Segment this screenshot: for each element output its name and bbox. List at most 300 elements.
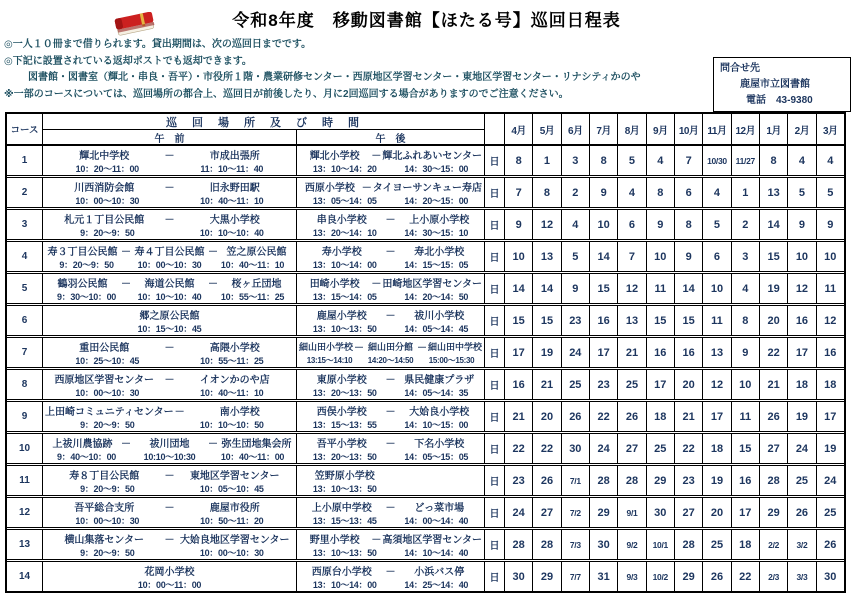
schedule-date: 9 xyxy=(562,274,590,303)
schedule-date: 10 xyxy=(732,370,760,399)
stop-time: 13：10～14：20 xyxy=(312,164,377,174)
route-times xyxy=(299,322,482,335)
stop-time: 14：05～14：35 xyxy=(404,388,469,398)
schedule-date: 18 xyxy=(703,434,731,463)
course-number: 8 xyxy=(7,370,43,399)
route-stops xyxy=(45,467,294,482)
schedule-date: 24 xyxy=(562,338,590,367)
schedule-date: 14 xyxy=(505,274,533,303)
course-number: 10 xyxy=(7,434,43,463)
pm-route-cell xyxy=(297,370,485,399)
am-header: 午 前 xyxy=(43,130,297,144)
pm-route-cell xyxy=(297,466,485,495)
stop-time: 14：30～15：00 xyxy=(404,164,469,174)
schedule-date: 19 xyxy=(824,442,837,455)
schedule-date: 12 xyxy=(824,314,837,327)
stop-name: 西原台小学校 xyxy=(311,567,372,578)
stop-time: 10：10～10：40 xyxy=(137,292,202,302)
stop-time: 13：20～13：50 xyxy=(312,452,377,462)
schedule-date: 30 xyxy=(824,570,837,583)
pm-route-cell xyxy=(297,242,485,271)
schedule-date: 15 xyxy=(590,274,618,303)
stop-time: 9：20～9：50 xyxy=(59,260,114,270)
schedule-date: 8 xyxy=(533,178,561,207)
schedule-date: 21 xyxy=(760,370,788,399)
course-row xyxy=(7,274,844,306)
day-label: 日 xyxy=(485,338,505,367)
schedule-date: 25 xyxy=(703,530,731,559)
stop-time: 13：20～14：10 xyxy=(312,228,377,238)
schedule-date: 5 xyxy=(562,242,590,271)
stop-time: 10：50～11：20 xyxy=(200,516,264,526)
schedule-date: 17 xyxy=(703,402,731,431)
course-row xyxy=(7,402,844,434)
stop-time: 10：05～10：45 xyxy=(199,484,264,494)
month-header: 11月 xyxy=(703,114,731,144)
schedule-date: 9 xyxy=(732,338,760,367)
stop-time: 9：20～9：50 xyxy=(80,420,135,430)
schedule-date: 10 xyxy=(590,210,618,239)
stop-name: 祓川小学校 xyxy=(414,311,465,322)
schedule-date: 14 xyxy=(590,242,618,271)
schedule-date: 5 xyxy=(703,210,731,239)
schedule-date: 26 xyxy=(788,498,816,527)
schedule-date: 20 xyxy=(675,370,703,399)
route-times xyxy=(45,482,294,495)
route-times xyxy=(299,418,482,431)
day-label: 日 xyxy=(485,274,505,303)
schedule-date: 28 xyxy=(590,466,618,495)
route-stops xyxy=(45,531,294,546)
schedule-date: 3 xyxy=(562,146,590,175)
route-times xyxy=(299,546,482,559)
pm-route-cell xyxy=(297,306,485,335)
stop-time: 10：00～10：30 xyxy=(199,548,264,558)
route-times xyxy=(45,290,294,303)
schedule-date: 18 xyxy=(824,378,837,391)
schedule-date: 15 xyxy=(533,306,561,335)
stop-name: 小浜バス停 xyxy=(414,567,465,578)
route-dash: － xyxy=(371,279,382,290)
schedule-date: 9 xyxy=(788,210,816,239)
route-dash: － xyxy=(385,503,396,514)
schedule-date: 25 xyxy=(788,466,816,495)
stop-time: 14：10～15：00 xyxy=(404,420,469,430)
schedule-date: 24 xyxy=(590,434,618,463)
stop-name: 弥生団地集会所 xyxy=(221,439,292,450)
stop-time: 9：20～9：50 xyxy=(80,228,135,238)
schedule-date: 19 xyxy=(703,466,731,495)
stop-name: 上小原小学校 xyxy=(409,215,470,226)
route-stops xyxy=(45,307,294,322)
route-dash: － xyxy=(361,183,372,194)
schedule-date: 7/2 xyxy=(562,498,590,527)
stop-name: 県民健康プラザ xyxy=(404,375,475,386)
schedule-date: 2/2 xyxy=(760,530,788,559)
stop-name: 細山田小学校 xyxy=(299,342,354,353)
contact-library-name: 鹿屋市立図書館 xyxy=(740,79,810,90)
stop-time: 13：15～14：05 xyxy=(312,292,377,302)
schedule-date: 16 xyxy=(505,370,533,399)
stop-name: 高隈小学校 xyxy=(209,343,260,354)
stop-name: 輝北ふれあいセンター xyxy=(382,151,482,162)
route-dash: － xyxy=(164,535,175,546)
stop-name: 南小学校 xyxy=(219,407,260,418)
stop-name: 桜ヶ丘団地 xyxy=(231,279,282,290)
stop-time: 13：10～14：00 xyxy=(312,260,377,270)
route-times xyxy=(299,578,482,591)
schedule-date: 3/2 xyxy=(788,530,816,559)
schedule-date: 4 xyxy=(732,274,760,303)
stop-name: 札元１丁目公民館 xyxy=(64,215,145,226)
route-dash: － xyxy=(371,535,382,546)
course-number: 2 xyxy=(7,178,43,207)
stop-time: 14：20～14：50 xyxy=(404,292,469,302)
schedule-date: 20 xyxy=(533,402,561,431)
route-stops xyxy=(299,275,482,290)
stop-time: 10：00～10：30 xyxy=(75,388,140,398)
schedule-date: 7/1 xyxy=(562,466,590,495)
route-dash: － xyxy=(164,503,175,514)
schedule-date: 28 xyxy=(760,466,788,495)
stop-name: イオンかのや店 xyxy=(199,375,270,386)
schedule-date: 25 xyxy=(647,434,675,463)
day-label: 日 xyxy=(485,562,505,591)
am-route-cell xyxy=(43,338,297,367)
stop-name: 田崎小学校 xyxy=(309,279,360,290)
route-times xyxy=(45,322,294,335)
schedule-date: 21 xyxy=(618,338,646,367)
stop-time: 10：40～11：10 xyxy=(200,388,264,398)
schedule-date: 29 xyxy=(760,498,788,527)
course-number: 5 xyxy=(7,274,43,303)
stop-name: どっ菜市場 xyxy=(414,503,465,514)
day-label: 日 xyxy=(485,434,505,463)
course-number: 13 xyxy=(7,530,43,559)
stop-time: 10：40～11：10 xyxy=(220,260,285,270)
route-times xyxy=(45,386,294,399)
route-times xyxy=(45,354,294,367)
stop-time: 10：25～10：45 xyxy=(75,356,140,366)
route-stops xyxy=(299,211,482,226)
stop-time: 15:00～15:30 xyxy=(428,355,475,365)
schedule-date: 14 xyxy=(533,274,561,303)
route-times xyxy=(45,450,294,463)
route-stops xyxy=(45,275,294,290)
route-dash: － xyxy=(164,375,175,386)
course-number: 1 xyxy=(7,146,43,175)
schedule-date: 30 xyxy=(505,562,533,591)
am-route-cell xyxy=(43,242,297,271)
schedule-date: 26 xyxy=(562,402,590,431)
schedule-date: 18 xyxy=(732,530,760,559)
schedule-date: 23 xyxy=(675,466,703,495)
stop-time: 10：40～11：10 xyxy=(200,196,264,206)
route-stops xyxy=(299,467,482,482)
stop-name: 旧永野田駅 xyxy=(209,183,260,194)
schedule-date: 10 xyxy=(788,242,816,271)
pm-route-cell xyxy=(297,434,485,463)
course-number: 14 xyxy=(7,562,43,591)
route-dash: － xyxy=(164,215,175,226)
stop-name: 吾平小学校 xyxy=(316,439,367,450)
note-return-post: ◎下記に設置されている返却ポストでも返却できます。 xyxy=(4,55,252,67)
pm-route-cell xyxy=(297,338,485,367)
stop-time: 13：15～13：55 xyxy=(312,420,377,430)
pm-route-cell xyxy=(297,146,485,175)
schedule-date: 10/1 xyxy=(647,530,675,559)
stop-time: 9：30～10：00 xyxy=(56,292,117,302)
schedule-date: 27 xyxy=(533,498,561,527)
stop-name: 鹿屋市役所 xyxy=(209,503,260,514)
schedule-date: 5 xyxy=(788,178,816,207)
stop-name: 祓川団地 xyxy=(149,439,190,450)
schedule-date: 26 xyxy=(760,402,788,431)
schedule-date: 24 xyxy=(824,474,837,487)
course-row xyxy=(7,306,844,338)
stop-name: 輝北中学校 xyxy=(79,151,130,162)
route-times xyxy=(45,578,294,591)
stop-name: 吾平総合支所 xyxy=(74,503,135,514)
schedule-date: 7 xyxy=(618,242,646,271)
route-times xyxy=(45,258,294,271)
schedule-date: 26 xyxy=(824,538,837,551)
day-label: 日 xyxy=(485,178,505,207)
schedule-date: 29 xyxy=(590,498,618,527)
stop-time: 10：10～10：40 xyxy=(199,228,264,238)
schedule-date: 19 xyxy=(760,274,788,303)
schedule-date: 4 xyxy=(618,178,646,207)
route-dash: － xyxy=(164,471,175,482)
note-borrow-limit: ◎一人１０冊まで借りられます。貸出期間は、次の巡回日までです。 xyxy=(4,39,312,50)
schedule-date: 10 xyxy=(505,242,533,271)
stop-time: 14：00～14：40 xyxy=(404,516,469,526)
stop-name: 下名小学校 xyxy=(414,439,465,450)
stop-name: 寿８丁目公民館 xyxy=(69,471,140,482)
month-header: 1月 xyxy=(760,114,788,144)
stop-name: 細山田分館 xyxy=(367,342,413,353)
route-times xyxy=(45,226,294,239)
schedule-date: 22 xyxy=(505,434,533,463)
stop-time: 14：10～14：40 xyxy=(404,548,469,558)
schedule-date: 18 xyxy=(647,402,675,431)
stop-name: 花岡小学校 xyxy=(144,567,195,578)
schedule-date: 27 xyxy=(675,498,703,527)
schedule-date: 7 xyxy=(675,146,703,175)
stop-name: 田崎地区学習センター xyxy=(382,279,482,290)
schedule-date: 25 xyxy=(562,370,590,399)
schedule-date: 12 xyxy=(703,370,731,399)
stop-name: 市成出張所 xyxy=(209,151,260,162)
stop-time: 10：00～11：00 xyxy=(137,580,202,590)
course-number: 3 xyxy=(7,210,43,239)
stop-name: 西俣小学校 xyxy=(316,407,367,418)
schedule-date: 19 xyxy=(533,338,561,367)
stop-time: 13：05～14：05 xyxy=(312,196,377,206)
day-column-header xyxy=(485,114,505,144)
route-times xyxy=(45,546,294,559)
schedule-date: 30 xyxy=(590,530,618,559)
stop-name: 横山集落センター xyxy=(64,535,145,546)
course-row xyxy=(7,146,844,178)
day-label: 日 xyxy=(485,146,505,175)
course-number: 4 xyxy=(7,242,43,271)
route-times xyxy=(45,162,294,175)
schedule-date: 12 xyxy=(788,274,816,303)
route-times xyxy=(299,290,482,303)
schedule-table xyxy=(5,112,846,593)
schedule-date: 30 xyxy=(562,434,590,463)
schedule-date: 10 xyxy=(703,274,731,303)
stop-name: 鶴羽公民館 xyxy=(57,279,108,290)
schedule-date: 16 xyxy=(675,338,703,367)
schedule-date: 22 xyxy=(675,434,703,463)
places-header-title: 巡 回 場 所 及 び 時 間 xyxy=(43,114,484,130)
am-route-cell xyxy=(43,466,297,495)
stop-name: 上田崎コミュニティセンター xyxy=(45,407,174,418)
course-row xyxy=(7,242,844,274)
stop-name: 笠之原公民館 xyxy=(226,247,287,258)
schedule-date: 12 xyxy=(533,210,561,239)
stop-name: 大姶良小学校 xyxy=(409,407,470,418)
course-row xyxy=(7,370,844,402)
course-row xyxy=(7,530,844,562)
month-header: 12月 xyxy=(732,114,760,144)
stop-name: 寿３丁目公民館 xyxy=(47,247,118,258)
schedule-date: 8 xyxy=(590,146,618,175)
route-stops xyxy=(45,243,294,258)
ampm-header-row xyxy=(43,130,484,144)
stop-time: 10：00～10：30 xyxy=(75,196,140,206)
schedule-date: 20 xyxy=(703,498,731,527)
pm-route-cell xyxy=(297,530,485,559)
schedule-date: 15 xyxy=(505,306,533,335)
schedule-date: 8 xyxy=(647,178,675,207)
route-stops xyxy=(45,339,294,354)
title-row xyxy=(0,6,853,31)
schedule-date: 4 xyxy=(703,178,731,207)
schedule-date: 9/1 xyxy=(618,498,646,527)
stop-name: 鹿屋小学校 xyxy=(316,311,367,322)
stop-time: 14：05～14：45 xyxy=(404,324,469,334)
schedule-date: 10 xyxy=(824,250,837,263)
route-dash: － xyxy=(164,343,175,354)
schedule-date: 28 xyxy=(505,530,533,559)
route-stops xyxy=(299,403,482,418)
route-dash: － xyxy=(385,567,396,578)
schedule-date: 27 xyxy=(618,434,646,463)
schedule-date: 21 xyxy=(675,402,703,431)
schedule-date: 8 xyxy=(505,146,533,175)
schedule-date: 11 xyxy=(703,306,731,335)
course-row xyxy=(7,434,844,466)
schedule-date: 9 xyxy=(675,242,703,271)
schedule-date: 9/3 xyxy=(618,562,646,591)
stop-time: 10：00～10：30 xyxy=(75,516,140,526)
schedule-date: 15 xyxy=(675,306,703,335)
schedule-date: 23 xyxy=(505,466,533,495)
course-number: 7 xyxy=(7,338,43,367)
course-row xyxy=(7,178,844,210)
course-row xyxy=(7,466,844,498)
am-route-cell xyxy=(43,306,297,335)
day-label: 日 xyxy=(485,242,505,271)
route-dash: － xyxy=(354,343,365,355)
course-row xyxy=(7,338,844,370)
schedule-date: 17 xyxy=(732,498,760,527)
stop-time: 13：10～13：50 xyxy=(312,484,377,494)
am-route-cell xyxy=(43,402,297,431)
stop-time: 14：20～15：00 xyxy=(404,196,469,206)
schedule-date: 21 xyxy=(533,370,561,399)
day-label: 日 xyxy=(485,210,505,239)
route-stops xyxy=(299,339,482,354)
day-label: 日 xyxy=(485,402,505,431)
places-header xyxy=(43,114,485,144)
month-header: 7月 xyxy=(590,114,618,144)
course-number: 12 xyxy=(7,498,43,527)
stop-time: 13:15～14:10 xyxy=(306,355,353,365)
route-times xyxy=(299,355,482,366)
schedule-date: 1 xyxy=(533,146,561,175)
route-stops xyxy=(299,179,482,194)
stop-time: 9：20～9：50 xyxy=(80,484,135,494)
schedule-date: 3 xyxy=(732,242,760,271)
day-label: 日 xyxy=(485,370,505,399)
schedule-date: 9 xyxy=(505,210,533,239)
route-times xyxy=(299,514,482,527)
month-header: 4月 xyxy=(505,114,533,144)
schedule-date: 9 xyxy=(590,178,618,207)
stop-name: 輝北小学校 xyxy=(309,151,360,162)
schedule-date: 19 xyxy=(788,402,816,431)
am-route-cell xyxy=(43,178,297,207)
route-dash: － xyxy=(371,151,382,162)
route-stops xyxy=(299,563,482,578)
pm-route-cell xyxy=(297,498,485,527)
route-dash: － xyxy=(208,279,218,290)
route-stops xyxy=(45,563,294,578)
route-times xyxy=(299,386,482,399)
pm-header: 午 後 xyxy=(375,133,406,145)
schedule-date: 2 xyxy=(732,210,760,239)
day-label: 日 xyxy=(485,530,505,559)
day-label: 日 xyxy=(485,306,505,335)
stop-time: 14：05～15：05 xyxy=(404,452,469,462)
contact-label: 問合せ先 xyxy=(720,63,760,74)
schedule-date: 11 xyxy=(824,282,837,295)
stop-time: 11：10～11：40 xyxy=(200,164,264,174)
schedule-date: 21 xyxy=(505,402,533,431)
schedule-date: 28 xyxy=(618,466,646,495)
route-dash: － xyxy=(385,407,396,418)
stop-time: 14：25～14：40 xyxy=(404,580,469,590)
schedule-date: 26 xyxy=(533,466,561,495)
schedule-date: 26 xyxy=(703,562,731,591)
route-times xyxy=(299,450,482,463)
stop-time: 13：10～13：50 xyxy=(312,548,377,558)
stop-time: 13：15～13：45 xyxy=(312,516,377,526)
route-times xyxy=(45,194,294,207)
route-dash: － xyxy=(416,343,427,355)
stop-name: 大黒小学校 xyxy=(209,215,260,226)
am-route-cell xyxy=(43,434,297,463)
route-times xyxy=(299,226,482,239)
stop-time: 10:10～10:30 xyxy=(143,452,196,462)
schedule-date: 24 xyxy=(505,498,533,527)
route-stops xyxy=(45,371,294,386)
month-header: 2月 xyxy=(788,114,816,144)
